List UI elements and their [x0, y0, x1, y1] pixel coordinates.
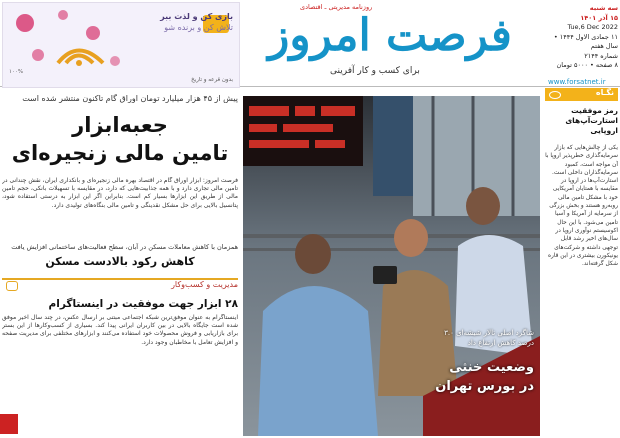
lead-headline[interactable] — [2, 111, 238, 167]
photo-headline-line1: وضعیت خنثی — [449, 360, 534, 375]
paper-tagline: روزنامه مدیریتی ـ اقتصادی — [300, 3, 373, 11]
newspaper-logo[interactable]: فرصت امروز — [268, 10, 512, 61]
story2-headline[interactable]: کاهش رکود بالادست مسکن — [45, 255, 195, 268]
lead-body: فرصت امروز: ابزار اوراق گام در اقتصاد بهره مالی زنجیره‌ای و بانکداری ایران، نقش چندانی در تامین مالی تجاری دارد و با همه جذابیت‌هایی که دارد، در مقایسه با تسهیلات بانکی، حجم تامین مالی از طریق این ابزارها بسیار کم است. بنابراین اگر این ابزار به درستی استفاده شود، پتانسیل بالایی برای حل مشکل نقدینگی و تامین مالی بنگاه‌های تولیدی دارد. — [2, 177, 238, 209]
column-header — [545, 88, 618, 101]
lead-kicker: پیش از ۴۵ هزار میلیارد تومان اوراق گام تاکنون منتشر شده است — [22, 94, 238, 103]
section-label: مدیریت و کسب‌وکار — [171, 280, 238, 289]
photo-caption-kicker: شاگرد اصلی تالار شیشه‌ای ۳.۰ درصد کاهش ارتفاع داد — [444, 329, 534, 347]
lead-headline-line1: جعبه‌ابزار — [72, 113, 168, 137]
left-column — [2, 90, 238, 434]
photo-headline-line2: در بورس تهران — [435, 379, 534, 394]
person-blue-shirt — [258, 286, 378, 436]
column-header-label: نگـاه — [595, 88, 614, 97]
corner-ribbon — [0, 414, 18, 434]
weekday: سه شنبه — [589, 4, 618, 12]
lead-photo[interactable] — [243, 96, 540, 436]
masthead — [0, 0, 620, 87]
issue-number: شماره ۲۱۴۴ — [584, 51, 618, 60]
ad-headline: بازی کن و لذت ببر تلاش کن و برنده شو — [160, 12, 233, 32]
right-column — [545, 88, 618, 434]
issue-info — [540, 4, 618, 71]
story2-kicker: همزمان با کاهش معاملات مسکن در آبان، سطح فعالیت‌های ساختمانی افزایش یافت — [11, 243, 238, 251]
story3-body: اینستاگرام به عنوان موفق‌ترین شبکه اجتماعی مبتنی بر ارسال عکس، در چند سال اخیر موفق شده است جایگاه بالایی در بین کاربران ایرانی پیدا کند. بسیاری از کسب‌وکارها از این بستر برای بازاریابی و فروش محصولات خود استفاده می‌کنند و ابزارهای مختلفی برای مدیریت صفحه و افزایش تعامل با مخاطبان وجود دارد. — [2, 314, 238, 346]
person-head — [394, 219, 428, 257]
column-title[interactable]: رمز موفقیت استارت‌آپ‌های اروپایی — [565, 106, 618, 135]
date-hijri: ۱۱ جمادی الاول ۱۴۴۴ • سال هفتم — [553, 32, 618, 50]
date-persian: ۱۵ آذر ۱۴۰۱ — [580, 13, 618, 22]
person-head — [466, 187, 500, 225]
phone-screen — [373, 266, 397, 284]
lamp-icon — [6, 281, 18, 291]
photo-caption-headline[interactable] — [414, 358, 534, 396]
person-head — [295, 234, 331, 274]
pages-price: ۸ صفحه • ۵۰۰۰ تومان — [556, 61, 618, 69]
section-header — [2, 278, 238, 292]
ad-percent: ۱۰۰% — [9, 69, 24, 75]
website-link[interactable]: www.forsatnet.ir — [548, 78, 606, 86]
eye-icon — [549, 91, 561, 99]
virus-shape — [86, 26, 100, 40]
ad-footer: بدون قرعه و تاریخ — [191, 77, 233, 83]
story3-headline[interactable]: ۲۸ ابزار جهت موفقیت در اینستاگرام — [48, 298, 238, 310]
column-body: یکی از چالش‌هایی که بازار سرمایه‌گذاری خطرپذیر اروپا با آن مواجه است، کمبود سرمایه‌گذاران داخلی است. استارت‌آپ‌ها در اروپا در مقایسه با همتایان آمریکایی خود با مشکل تامین مالی روبه‌رو هستند و بخش بزرگی از سرمایه از آمریکا و آسیا تامین می‌شود. با این حال اکوسیستم نوآوری اروپا در سال‌های اخیر رشد قابل توجهی داشته و شرکت‌های یونیکورن بیشتری در این قاره شکل گرفته‌اند. — [545, 145, 618, 268]
lead-headline-line2: تامین مالی زنجیره‌ای — [11, 141, 229, 165]
virus-shape — [16, 14, 34, 32]
slogan: برای کسب و کار آفرینی — [330, 66, 420, 76]
virus-shape — [110, 56, 120, 66]
virus-shape — [58, 10, 68, 20]
date-gregorian: Tue,6 Dec 2022 — [567, 23, 618, 31]
advertisement[interactable] — [2, 2, 240, 88]
virus-shape — [32, 49, 44, 61]
